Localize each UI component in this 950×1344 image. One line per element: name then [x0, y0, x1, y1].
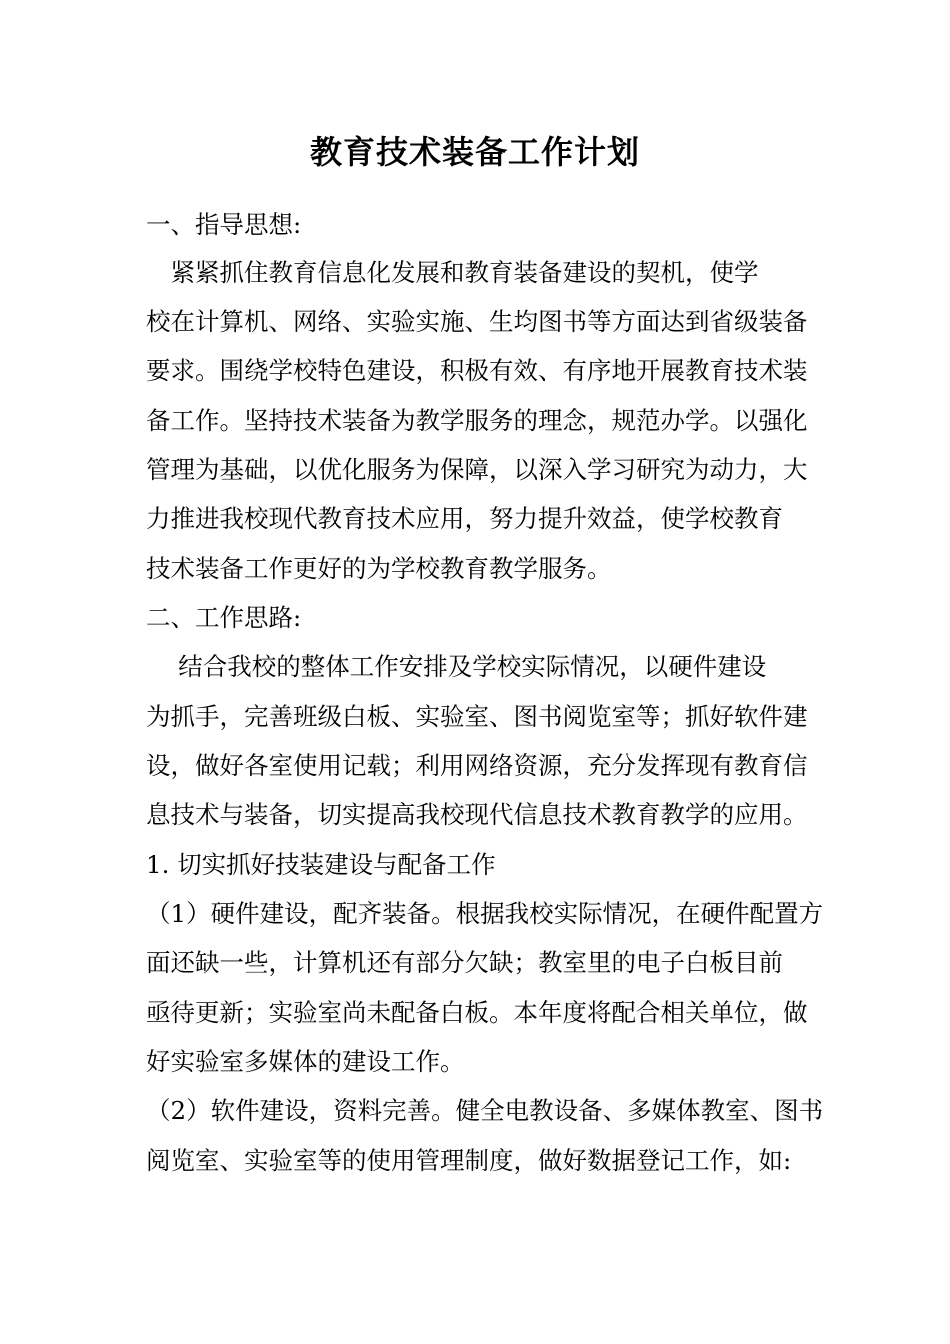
- body-line: （2）软件建设，资料完善。健全电教设备、多媒体教室、图书: [146, 1096, 824, 1125]
- subsection-heading: 1. 切实抓好技装建设与配备工作: [146, 850, 496, 879]
- body-line: （1）硬件建设，配齐装备。根据我校实际情况，在硬件配置方: [146, 899, 824, 928]
- body-line: 亟待更新；实验室尚未配备白板。本年度将配合相关单位，做: [146, 998, 808, 1027]
- body-line: 好实验室多媒体的建设工作。: [146, 1047, 465, 1076]
- body-line: 校在计算机、网络、实验实施、生均图书等方面达到省级装备: [146, 307, 808, 336]
- body-line: 管理为基础，以优化服务为保障，以深入学习研究为动力，大: [146, 455, 808, 484]
- section-heading-guiding-ideology: 一、指导思想:: [146, 210, 302, 239]
- document-title: 教育技术装备工作计划: [309, 133, 640, 171]
- body-line: 为抓手，完善班级白板、实验室、图书阅览室等；抓好软件建: [146, 702, 808, 731]
- body-line: 阅览室、实验室等的使用管理制度，做好数据登记工作，如:: [146, 1146, 792, 1175]
- body-line: 要求。围绕学校特色建设，积极有效、有序地开展教育技术装: [146, 356, 808, 385]
- body-line: 紧紧抓住教育信息化发展和教育装备建设的契机，使学: [146, 258, 759, 287]
- body-line: 备工作。坚持技术装备为教学服务的理念，规范办学。以强化: [146, 406, 808, 435]
- section-heading-work-approach: 二、工作思路:: [146, 603, 302, 632]
- body-line: 力推进我校现代教育技术应用，努力提升效益，使学校教育: [146, 504, 783, 533]
- body-line: 结合我校的整体工作安排及学校实际情况，以硬件建设: [146, 652, 767, 681]
- body-line: 技术装备工作更好的为学校教育教学服务。: [146, 554, 612, 583]
- body-line: 息技术与装备，切实提高我校现代信息技术教育教学的应用。: [146, 800, 808, 829]
- body-line: 面还缺一些，计算机还有部分欠缺；教室里的电子白板目前: [146, 948, 783, 977]
- body-line: 设，做好各室使用记载；利用网络资源，充分发挥现有教育信: [146, 751, 808, 780]
